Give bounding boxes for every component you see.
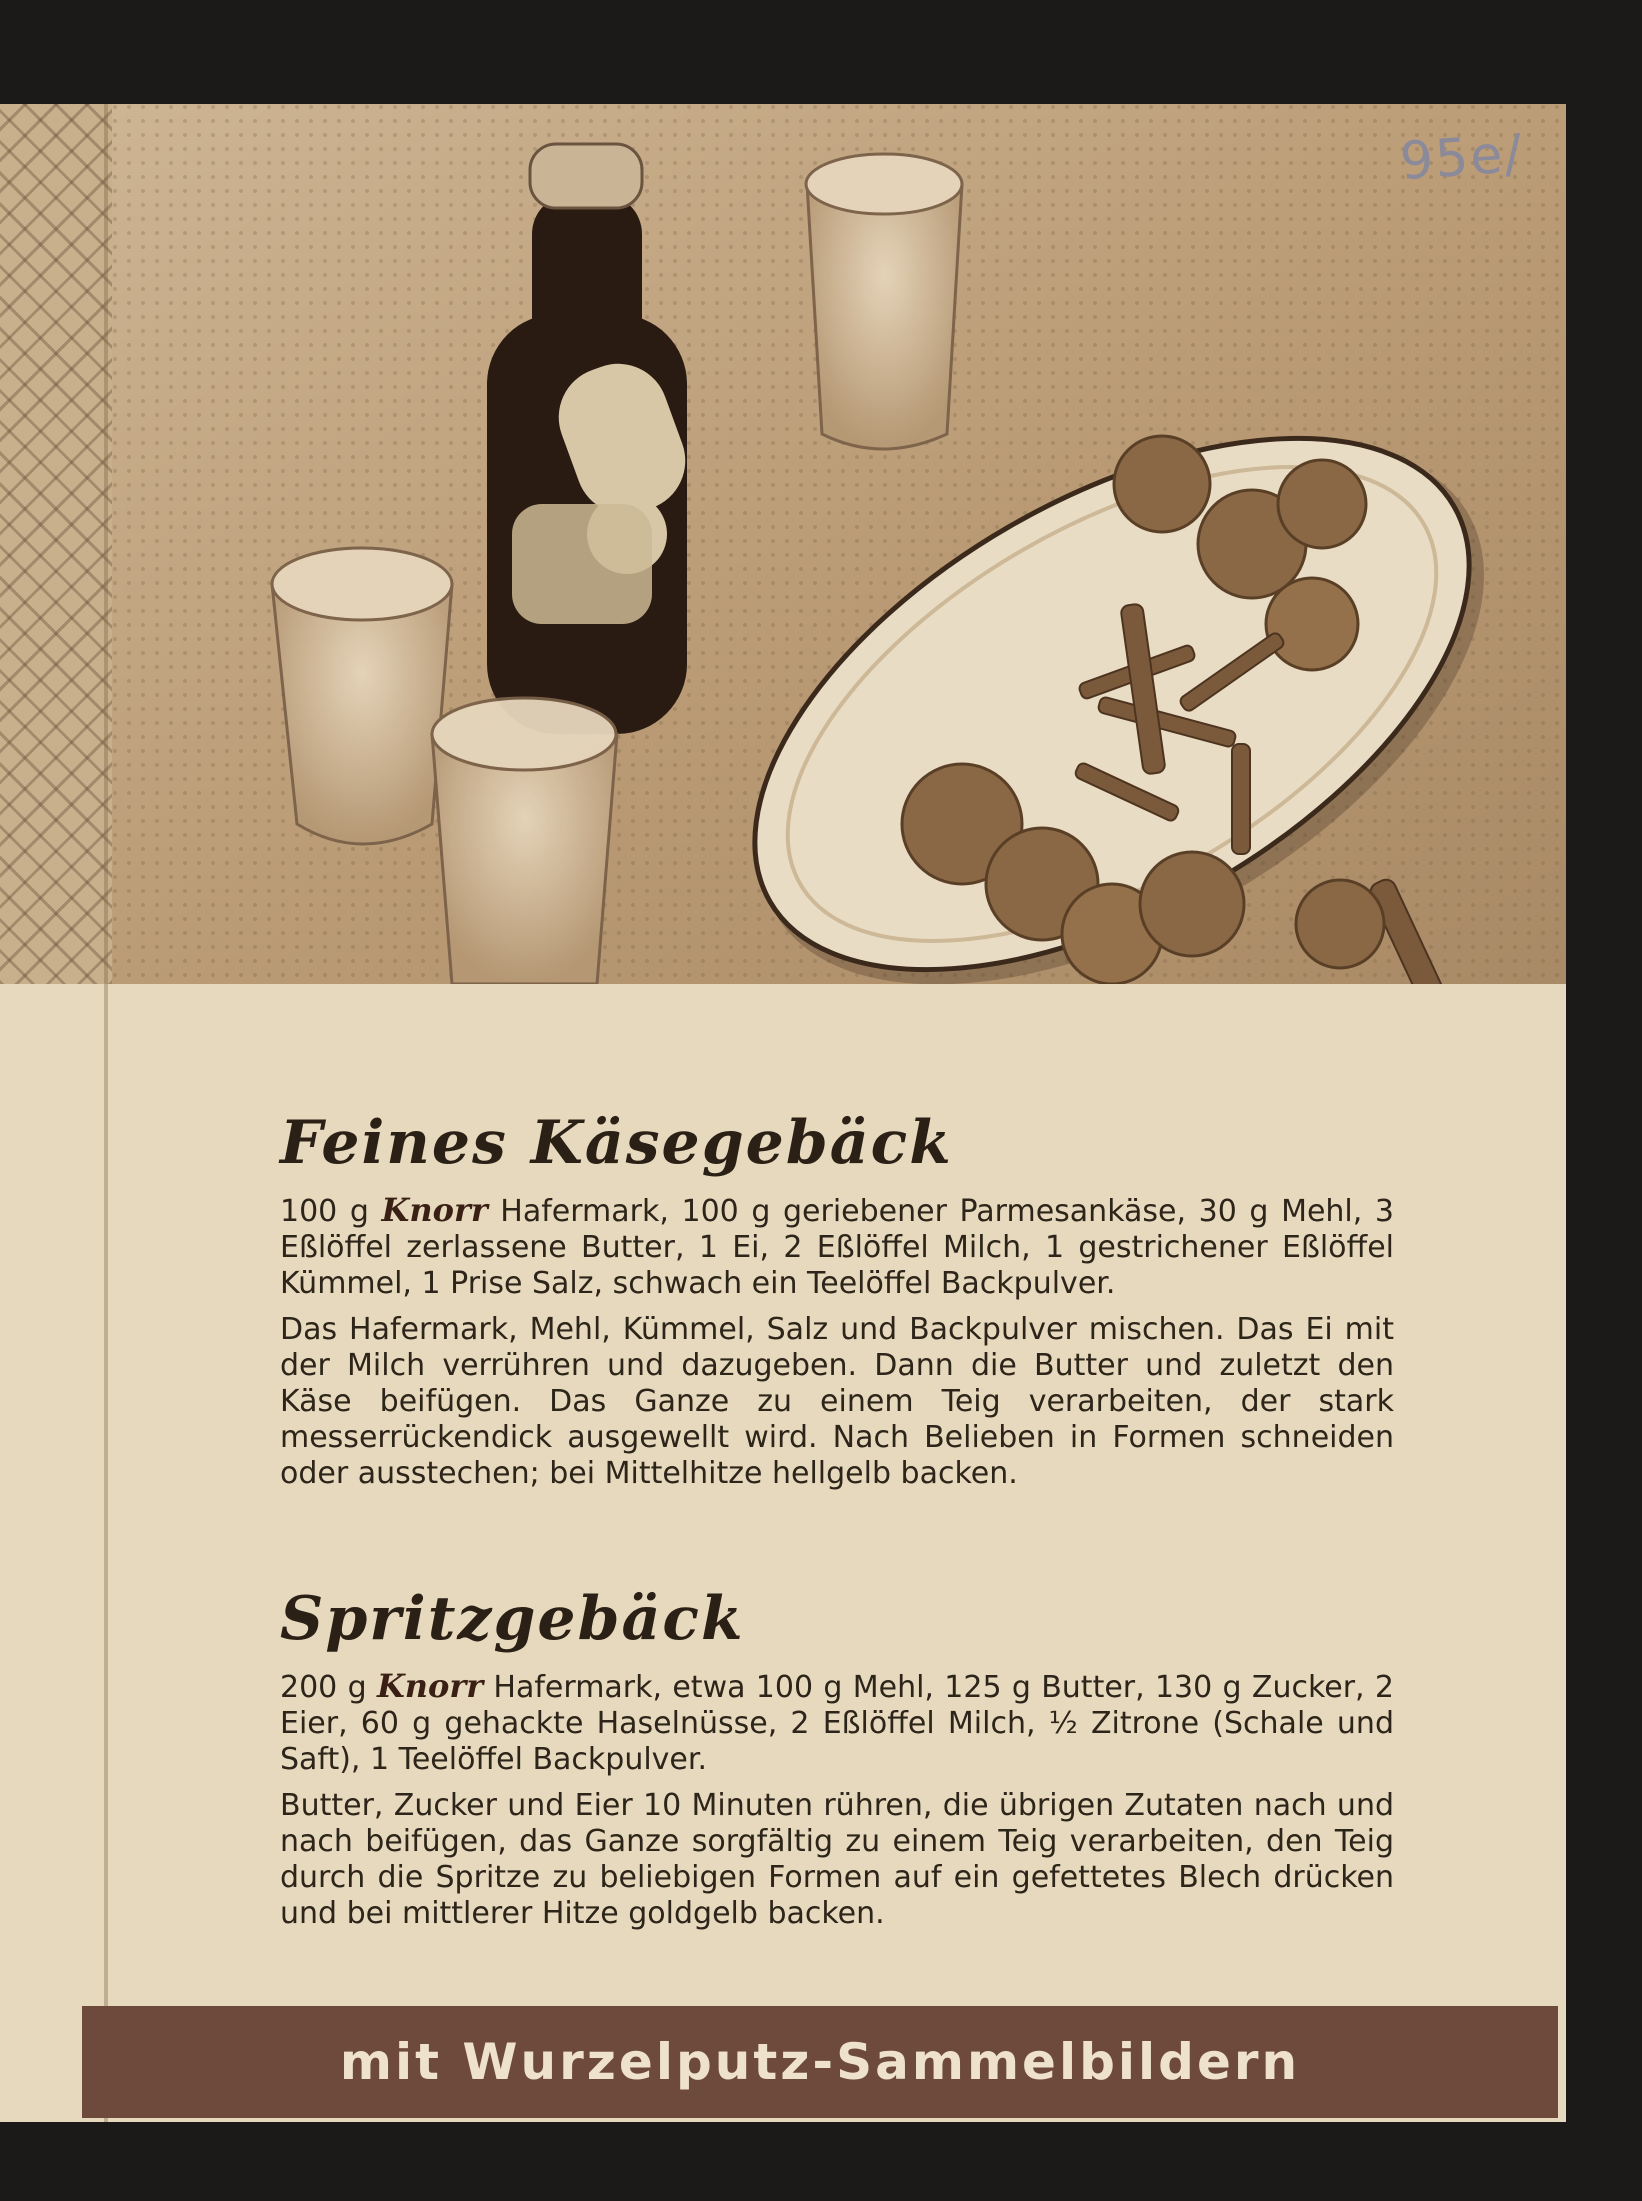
bottom-banner — [82, 2006, 1558, 2118]
pencil-annotation: 95e/ — [1398, 123, 1526, 193]
method-text: Das Hafermark, Mehl, Kümmel, Salz und Backpulver mischen. Das Ei mit der Milch verrühren und dazugeben. Dann die Butter und zuletzt den Käse beifügen. Das Ganze zu einem Teig verarbeiten, der stark messerrückendick ausgewellt wird. Nach Belieben in Formen schneiden oder ausstechen; bei Mittelhitze hellgelb backen. — [280, 1312, 1394, 1491]
ingredients-list: Hafermark, 100 g geriebener Parmesankäse, 30 g Mehl, 3 Eßlöffel zerlassene Butter, 1 Ei, 2 Eßlöffel Milch, 1 gestrichener Eßlöffel Kümmel, 1 Prise Salz, schwach ein Teelöffel Backpulver. — [280, 1194, 1394, 1301]
method-text: Butter, Zucker und Eier 10 Minuten rühren, die übrigen Zutaten nach und nach beifügen, das Ganze sorgfältig zu einem Teig verarbeiten, den Teig durch die Spritze zu beliebigen Formen auf ein gefettetes Blech drücken und bei mittlerer Hitze goldgelb backen. — [280, 1788, 1394, 1931]
knorr-logo: Knorr — [381, 1191, 488, 1229]
ingredients-amount: 200 g — [280, 1670, 367, 1705]
ingredients-text — [280, 1668, 1394, 1778]
banner-text: mit Wurzelputz-Sammelbildern — [339, 2033, 1301, 2091]
recipe-spritzgebaeck — [280, 1584, 1394, 1932]
knorr-logo: Knorr — [376, 1667, 484, 1705]
ingredients-list: Hafermark, etwa 100 g Mehl, 125 g Butter, 130 g Zucker, 2 Eier, 60 g gehackte Haselnüsse, 2 Eßlöffel Milch, ½ Zitrone (Schale und Saft), 1 Teelöffel Backpulver. — [280, 1670, 1394, 1777]
folded-cover-edge — [0, 104, 112, 984]
photo-illustration — [112, 104, 1566, 984]
recipe-title: Spritzgebäck — [280, 1584, 745, 1654]
ingredients-text — [280, 1192, 1394, 1302]
recipe-kaesegebaeck — [280, 1108, 1394, 1492]
fold-line — [104, 104, 108, 2122]
recipe-title: Feines Käsegebäck — [280, 1108, 953, 1178]
recipe-photo — [112, 104, 1566, 984]
ingredients-amount: 100 g — [280, 1194, 369, 1229]
